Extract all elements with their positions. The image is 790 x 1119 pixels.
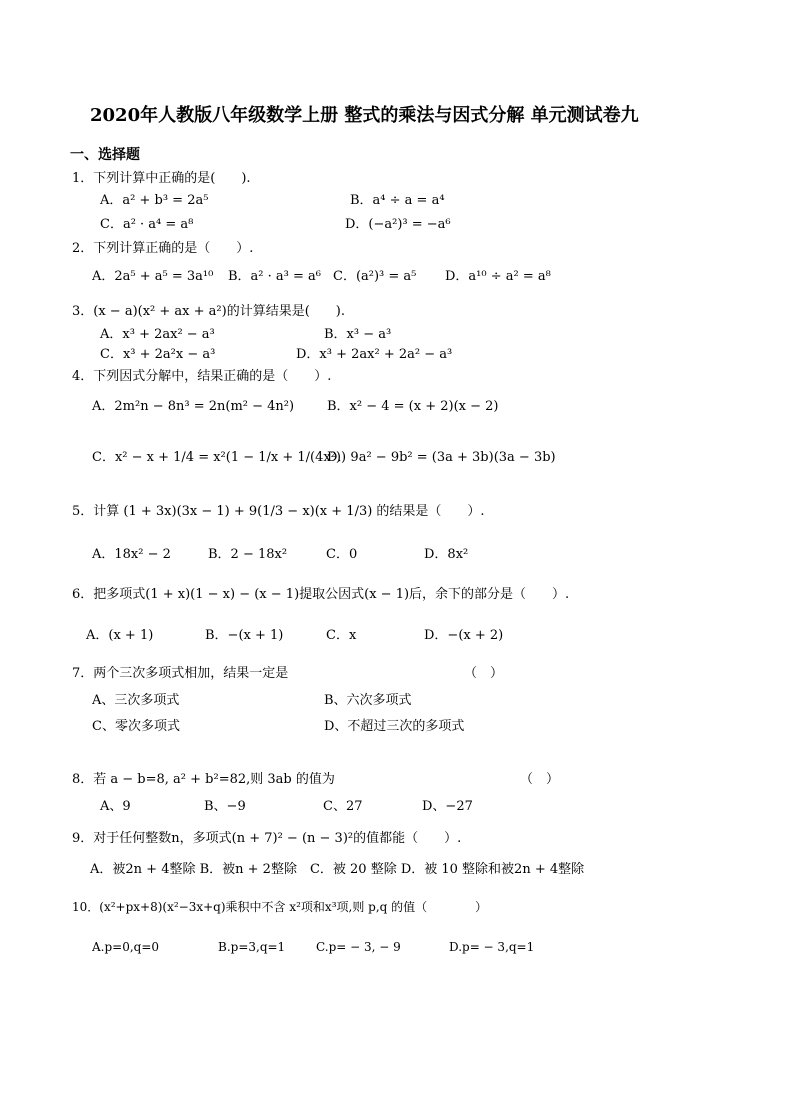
question-6-option-a: A．(x + 1)	[86, 628, 154, 643]
question-9-options: A．被2n + 4整除 B．被n + 2整除 C．被 20 整除 D．被 10 整除和被2n + 4整除	[90, 862, 585, 877]
question-8-option-c: C、27	[323, 799, 363, 814]
question-1-option-a: A．a² + b³ = 2a⁵	[100, 193, 209, 208]
question-10-option-c: C.p= − 3, − 9	[316, 940, 401, 954]
question-3-option-b: B．x³ − a³	[324, 327, 392, 342]
question-6-option-c: C．x	[326, 628, 357, 643]
question-8-option-d: D、−27	[422, 799, 473, 814]
question-7-stem: 7．两个三次多项式相加，结果一定是	[72, 666, 289, 681]
question-3-stem: 3．(x − a)(x² + ax + a²)的计算结果是( ).	[72, 304, 345, 319]
question-2-option-b: B．a² · a³ = a⁶	[228, 269, 321, 284]
question-4-stem: 4．下列因式分解中，结果正确的是（ ）.	[72, 369, 332, 384]
question-8-option-a: A、9	[100, 799, 131, 814]
question-7-option-c: C、零次多项式	[92, 719, 180, 734]
question-6-option-d: D．−(x + 2)	[424, 628, 504, 643]
question-2-option-d: D．a¹⁰ ÷ a² = a⁸	[445, 269, 551, 284]
question-9-stem: 9．对于任何整数n，多项式(n + 7)² − (n − 3)²的值都能（ ）.	[72, 831, 462, 846]
question-1-stem: 1．下列计算中正确的是( ).	[72, 171, 251, 186]
page-title: 2020年人教版八年级数学上册 整式的乘法与因式分解 单元测试卷九	[90, 105, 639, 126]
question-5-option-c: C．0	[326, 547, 358, 562]
question-2-option-c: C．(a²)³ = a⁵	[333, 269, 417, 284]
question-7-answer-paren: （ ）	[464, 666, 504, 681]
question-4-option-c: C．x² − x + 1/4 = x²(1 − 1/x + 1/(4x²))	[92, 450, 347, 465]
question-8-stem: 8．若 a − b=8, a² + b²=82,则 3ab 的值为	[72, 772, 335, 787]
question-2-option-a: A．2a⁵ + a⁵ = 3a¹⁰	[92, 269, 214, 284]
question-1-option-d: D．(−a²)³ = −a⁶	[345, 217, 451, 232]
question-7-option-a: A、三次多项式	[92, 693, 180, 708]
question-4-option-a: A．2m²n − 8n³ = 2n(m² − 4n²)	[92, 399, 295, 414]
question-8-option-b: B、−9	[204, 799, 246, 814]
question-1-option-c: C．a² · a⁴ = a⁸	[100, 217, 194, 232]
question-10-stem: 10．(x²+px+8)(x²−3x+q)乘积中不含 x²项和x³项,则 p,q 的值（ ）	[72, 900, 488, 914]
question-4-option-d: D．9a² − 9b² = (3a + 3b)(3a − 3b)	[327, 450, 556, 465]
question-3-option-d: D．x³ + 2ax² + 2a² − a³	[296, 347, 453, 362]
question-3-option-c: C．x³ + 2a²x − a³	[100, 347, 216, 362]
question-5-option-d: D．8x²	[424, 547, 469, 562]
question-3-option-a: A．x³ + 2ax² − a³	[100, 327, 215, 342]
question-2-stem: 2．下列计算正确的是（ ）.	[72, 241, 254, 256]
question-7-option-b: B、六次多项式	[324, 693, 412, 708]
question-6-stem: 6．把多项式(1 + x)(1 − x) − (x − 1)提取公因式(x − 1)后，余下的部分是（ ）.	[72, 587, 570, 602]
question-1-option-b: B．a⁴ ÷ a = a⁴	[350, 193, 445, 208]
question-7-option-d: D、不超过三次的多项式	[324, 719, 465, 734]
section-heading: 一、选择题	[70, 147, 140, 163]
question-8-answer-paren: （ ）	[520, 772, 560, 787]
question-10-option-b: B.p=3,q=1	[218, 940, 286, 954]
question-10-option-d: D.p= − 3,q=1	[449, 940, 535, 954]
question-6-option-b: B．−(x + 1)	[205, 628, 284, 643]
question-4-option-b: B．x² − 4 = (x + 2)(x − 2)	[327, 399, 499, 414]
question-10-option-a: A.p=0,q=0	[92, 940, 160, 954]
question-5-option-a: A．18x² − 2	[92, 547, 171, 562]
question-5-option-b: B．2 − 18x²	[208, 547, 288, 562]
question-5-stem: 5．计算 (1 + 3x)(3x − 1) + 9(1/3 − x)(x + 1/3) 的结果是（ ）.	[72, 504, 485, 519]
